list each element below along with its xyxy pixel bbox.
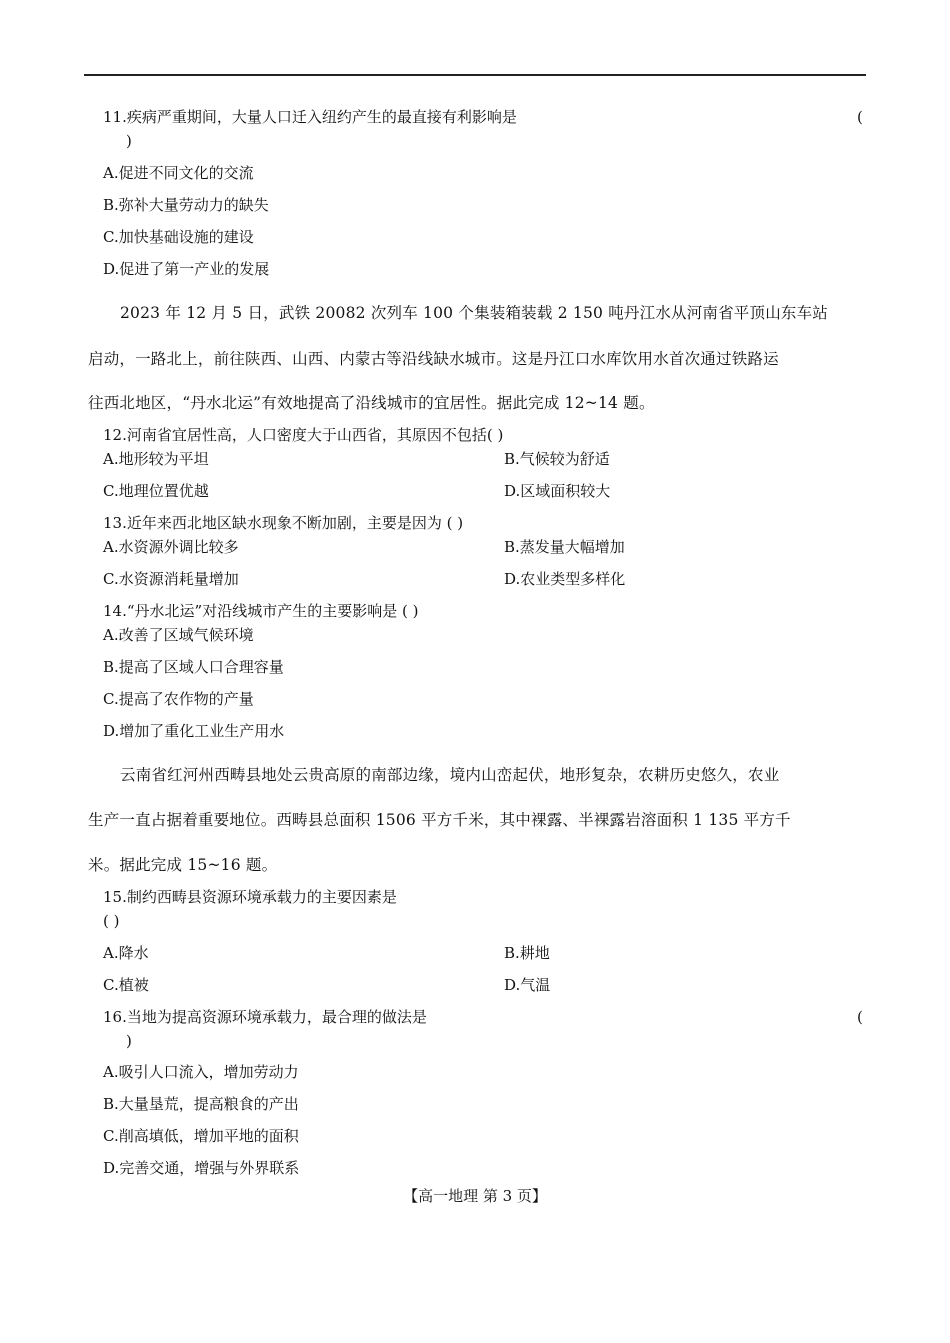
- q16-option-b: B.大量垦荒，提高粮食的产出: [103, 1095, 299, 1113]
- q13-option-a: A.水资源外调比较多: [103, 538, 239, 556]
- q12-option-a: A.地形较为平坦: [103, 450, 209, 468]
- q15-stem: 15.制约西畴县资源环境承载力的主要因素是: [103, 888, 397, 906]
- passage2-line-2: 生产一直占据着重要地位。西畴县总面积 1506 平方千米，其中裸露、半裸露岩溶面积 1 135 平方千: [88, 811, 791, 829]
- passage1-line-2: 启动，一路北上，前往陕西、山西、内蒙古等沿线缺水城市。这是丹江口水库饮用水首次通过铁路运: [88, 350, 779, 368]
- q15-option-b: B.耕地: [504, 944, 550, 962]
- q13-option-d: D.农业类型多样化: [504, 570, 626, 588]
- q14-stem: 14.“丹水北运”对沿线城市产生的主要影响是 ( ): [103, 602, 419, 620]
- q13-option-c: C.水资源消耗量增加: [103, 570, 239, 588]
- q12-stem: 12.河南省宜居性高，人口密度大于山西省，其原因不包括( ): [103, 426, 504, 444]
- q16-option-d: D.完善交通，增强与外界联系: [103, 1159, 300, 1177]
- q11-paren-open: (: [857, 108, 863, 126]
- q14-option-d: D.增加了重化工业生产用水: [103, 722, 285, 740]
- q14-option-a: A.改善了区域气候环境: [103, 626, 254, 644]
- q16-option-a: A.吸引人口流入，增加劳动力: [103, 1063, 299, 1081]
- q11-option-d: D.促进了第一产业的发展: [103, 260, 270, 278]
- q11-option-c: C.加快基础设施的建设: [103, 228, 254, 246]
- q11-option-b: B.弥补大量劳动力的缺失: [103, 196, 269, 214]
- q15-option-c: C.植被: [103, 976, 149, 994]
- q15-paren: ( ): [103, 912, 120, 930]
- q12-option-b: B.气候较为舒适: [504, 450, 610, 468]
- q15-option-a: A.降水: [103, 944, 149, 962]
- q16-stem: 16.当地为提高资源环境承载力，最合理的做法是: [103, 1008, 427, 1026]
- passage2-line-3: 米。据此完成 15~16 题。: [88, 856, 278, 874]
- q11-option-a: A.促进不同文化的交流: [103, 164, 254, 182]
- q11-stem: 11.疾病严重期间，大量人口迁入纽约产生的最直接有利影响是: [103, 108, 517, 126]
- passage1-line-3: 往西北地区，“丹水北运”有效地提高了沿线城市的宜居性。据此完成 12~14 题。: [88, 394, 655, 412]
- q16-paren-close: ): [126, 1032, 132, 1050]
- q12-option-c: C.地理位置优越: [103, 482, 209, 500]
- passage1-line-1: 2023 年 12 月 5 日，武铁 20082 次列车 100 个集装箱装载 2 150 吨丹江水从河南省平顶山东车站: [120, 304, 828, 322]
- q11-paren-close: ): [126, 132, 132, 150]
- header-rule: [84, 74, 866, 76]
- page-footer: 【高一地理 第 3 页】: [403, 1187, 547, 1205]
- q13-stem: 13.近年来西北地区缺水现象不断加剧，主要是因为 ( ): [103, 514, 464, 532]
- passage2-line-1: 云南省红河州西畴县地处云贵高原的南部边缘，境内山峦起伏，地形复杂，农耕历史悠久，农业: [120, 766, 780, 784]
- q13-option-b: B.蒸发量大幅增加: [504, 538, 625, 556]
- q14-option-b: B.提高了区域人口合理容量: [103, 658, 284, 676]
- q14-option-c: C.提高了农作物的产量: [103, 690, 254, 708]
- q16-paren-open: (: [857, 1008, 863, 1026]
- q16-option-c: C.削高填低，增加平地的面积: [103, 1127, 299, 1145]
- q12-option-d: D.区域面积较大: [504, 482, 611, 500]
- q15-option-d: D.气温: [504, 976, 551, 994]
